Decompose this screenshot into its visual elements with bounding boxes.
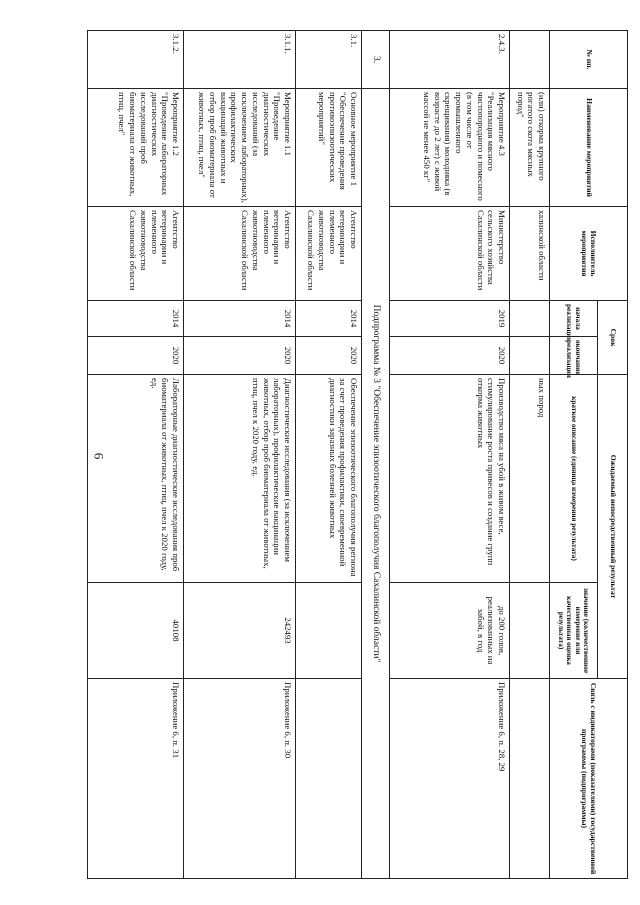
rotated-document [88, 30, 628, 878]
row-executor: Агентство ветеринарии и племенного животноводства Сахалинской области [296, 207, 362, 301]
row-executor: Агентство ветеринарии и племенного животноводства Сахалинской области [184, 207, 296, 301]
subprogram-title: Подпрограмма № 3 "Обеспечение эпизоотического благополучия Сахалинской области" [362, 89, 390, 879]
header-term-end: окончания реализации [550, 337, 598, 375]
header-name: Наименование мероприятий [550, 89, 628, 207]
row-end [510, 337, 550, 375]
table-row [296, 31, 362, 879]
header-term: Срок [598, 301, 628, 375]
row-link: Приложение 6, п. 28, 29 [390, 679, 510, 879]
table-row [390, 31, 510, 879]
row-link: Приложение 6, п. 30 [184, 679, 296, 879]
header-executor: Исполнитель мероприятия [550, 207, 628, 301]
row-executor: Агентство ветеринарии и племенного животноводства Сахалинской области [88, 207, 184, 301]
measures-table [87, 30, 628, 879]
row-desc: ных пород [510, 375, 550, 583]
header-expected-desc: краткое описание (единица измерения результата) [550, 375, 598, 583]
table-row [88, 31, 184, 879]
row-num: 3.1. [296, 31, 362, 89]
row-start: 2014 [88, 301, 184, 337]
subprogram-row [362, 31, 390, 879]
row-desc: Производство мяса на убой в живом весе, стимулирование роста привесов и создание групп откорма животных [390, 375, 510, 583]
row-num [510, 31, 550, 89]
row-value: 242493 [184, 583, 296, 679]
header-term-start: начала реализации [550, 301, 598, 337]
row-name: Основное мероприятие 1 "Обеспечение проведения противоэпизоотических мероприятий" [296, 89, 362, 207]
page-number: 6 [91, 452, 107, 460]
row-start: 2019 [390, 301, 510, 337]
row-value: 40108 [88, 583, 184, 679]
row-num: 2.4.3. [390, 31, 510, 89]
header-num: № пп. [550, 31, 628, 89]
row-desc: Обеспечение эпизоотического благополучия региона за счет проведения профилактики, своевременной диагностики заразных болезней животных [296, 375, 362, 583]
row-end: 2020 [390, 337, 510, 375]
row-name: Мероприятие 1.1 "Проведение диагностических исследований (за исключением лабораторных), профилактических вакцинаций животных и отбор проб биоматериала от животных, птиц, пчел" [184, 89, 296, 207]
row-end: 2020 [184, 337, 296, 375]
row-num: 3.1.2. [88, 31, 184, 89]
row-name: (или) откорма крупного рогатого скота мясных пород" [510, 89, 550, 207]
row-link [296, 679, 362, 879]
row-executor: Министерство сельского хозяйства Сахалинской области [390, 207, 510, 301]
row-name: Мероприятие 4.3 "Реализация мясного чистопородного и помесного (в том числе от промышленного скрещивания) молодняка (в возрасте до 2 лет) с живой массой не менее 450 кг" [390, 89, 510, 207]
row-desc: Лабораторные диагностические исследования проб биоматериала от животных, птиц, пчел к 2020 году, ед. [88, 375, 184, 583]
row-value [510, 583, 550, 679]
row-executor: халинской области [510, 207, 550, 301]
row-name: Мероприятие 1.2 "Проведение лабораторных диагностических исследований проб биоматериала от животных, птиц, пчел" [88, 89, 184, 207]
table-row [510, 31, 550, 879]
row-num: 3.1.1. [184, 31, 296, 89]
row-desc: Диагностические исследования (за исключением лабораторных), профилактические вакцинации животных, отбор проб биоматериала от животных, птиц, пчел к 2020 году, ед. [184, 375, 296, 583]
header-link: Связь с индикаторами (показателями) государственной программы (подпрограммы) [550, 679, 628, 879]
header-expected: Ожидаемый непосредственный результат [598, 375, 628, 679]
header-expected-value: значение (количественное измерение или качественная оценка результата) [550, 583, 598, 679]
row-link [510, 679, 550, 879]
table-row [184, 31, 296, 879]
row-value [296, 583, 362, 679]
row-end: 2020 [296, 337, 362, 375]
row-start [510, 301, 550, 337]
subprogram-num: 3. [362, 31, 390, 89]
row-value: до 200 голов, реализованных на забой, в год [390, 583, 510, 679]
row-start: 2014 [296, 301, 362, 337]
row-start: 2014 [184, 301, 296, 337]
row-link: Приложение 6, п. 31 [88, 679, 184, 879]
row-end: 2020 [88, 337, 184, 375]
